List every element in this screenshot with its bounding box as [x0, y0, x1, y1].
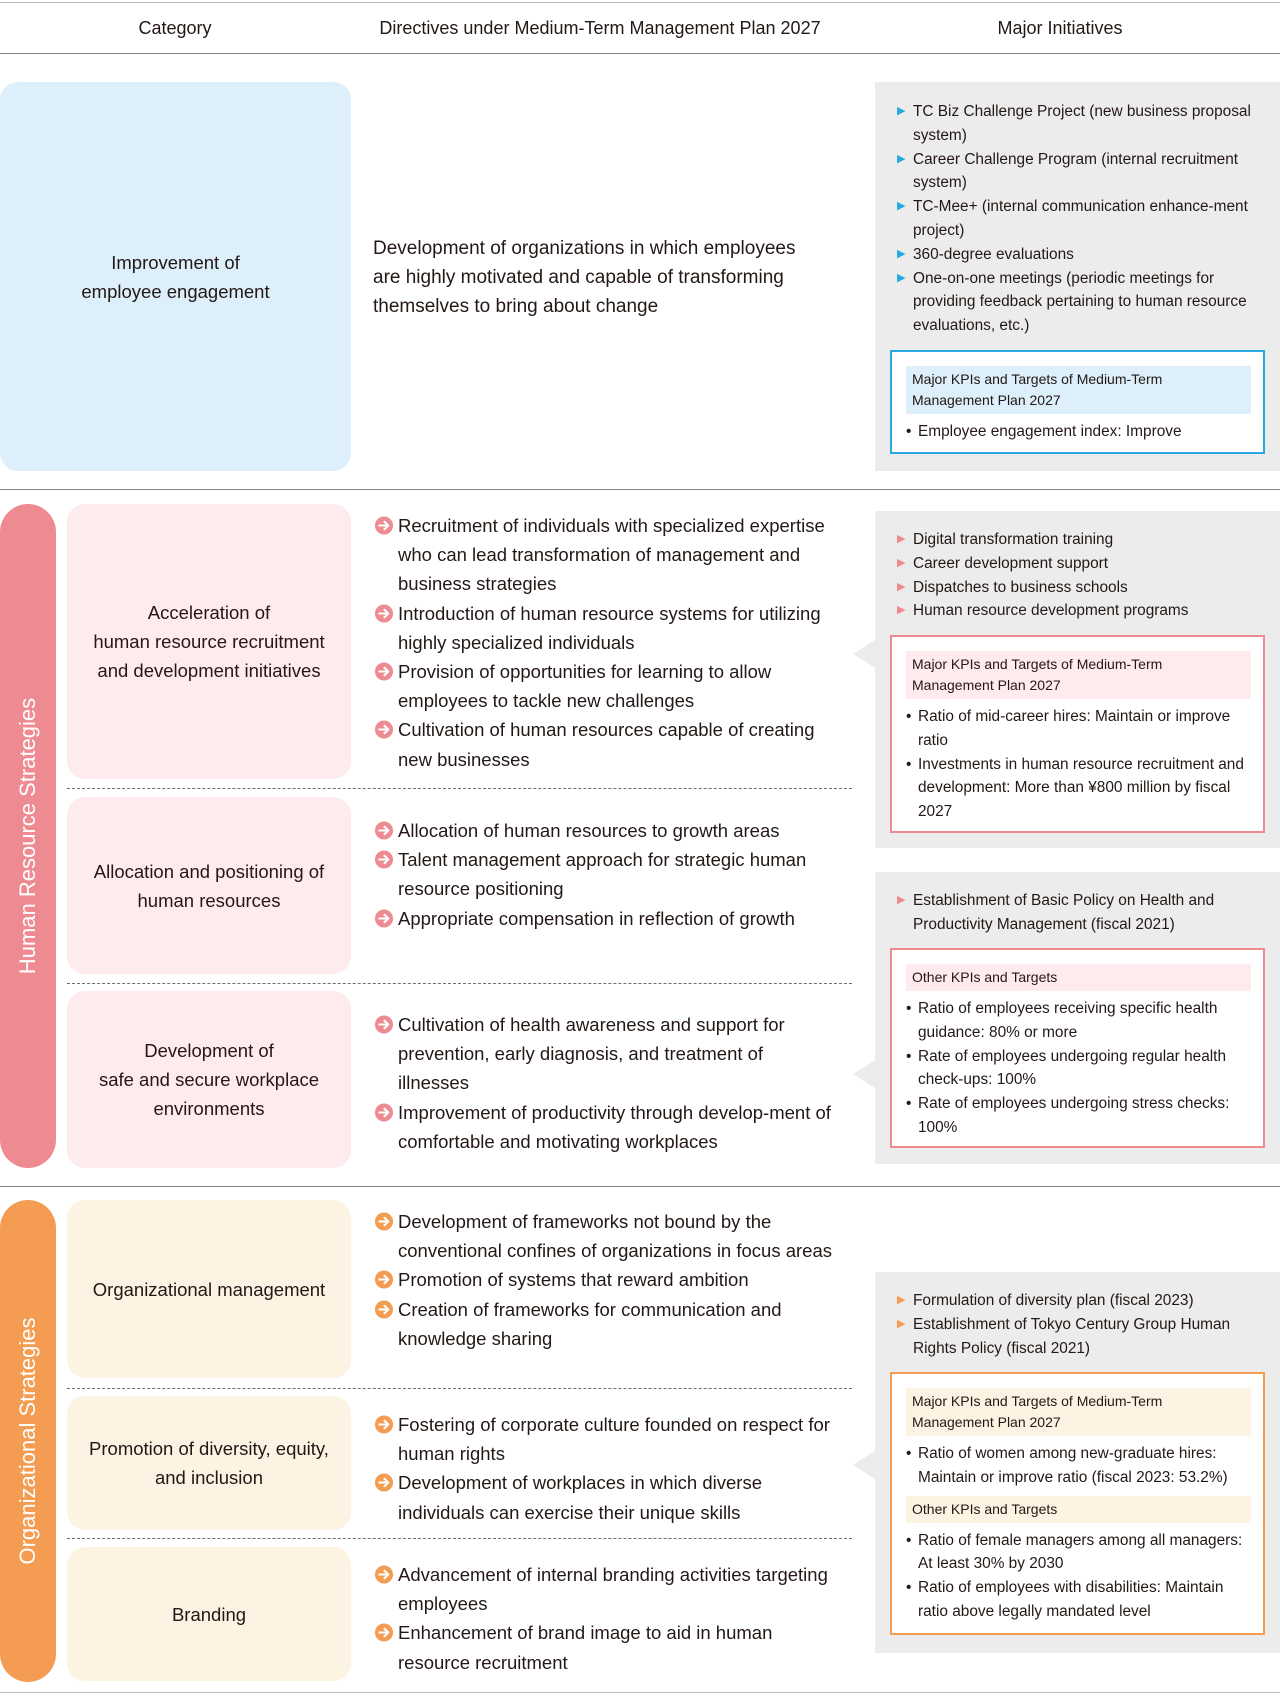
category-branding: Branding	[67, 1547, 351, 1681]
arrow-circle-icon	[373, 1623, 395, 1642]
triangle-right-icon: ▶	[897, 556, 906, 569]
kpi-list	[906, 705, 1251, 824]
directives-safe-workplace	[373, 1010, 833, 1156]
row-divider	[67, 1538, 852, 1539]
header-directives: Directives under Medium-Term Management Plan 2027	[379, 18, 821, 38]
kpi-list	[906, 1529, 1251, 1624]
initiatives-panel-org	[875, 1272, 1280, 1653]
triangle-right-icon: ▶	[897, 894, 906, 906]
bottom-rule	[0, 1692, 1280, 1693]
hr-strategies-label: Human Resource Strategies	[15, 697, 40, 975]
directive-item: Talent management approach for strategic human resource positioning	[373, 845, 833, 903]
arrow-circle-icon	[373, 1565, 395, 1584]
top-rule	[0, 2, 1280, 3]
arrow-circle-icon	[373, 1103, 395, 1122]
initiative-item: ▶ TC Biz Challenge Project (new business proposal system)	[897, 100, 1262, 148]
directives-recruitment-development	[373, 511, 833, 774]
kpi-item: • Rate of employees undergoing regular health check-ups: 100%	[906, 1047, 1227, 1089]
kpi-item: • Ratio of women among new-graduate hires: Maintain or improve ratio (fiscal 2023: 53.2%)	[906, 1445, 1228, 1486]
arrow-circle-icon	[373, 1015, 395, 1034]
triangle-right-icon: ▶	[897, 247, 906, 260]
arrow-circle-icon	[373, 1212, 395, 1231]
arrow-circle-icon	[373, 1415, 395, 1434]
kpi-box-engagement	[890, 350, 1265, 454]
triangle-right-icon: ▶	[897, 533, 906, 545]
header-rule	[0, 53, 1280, 54]
initiatives-panel-engagement	[875, 82, 1280, 471]
triangle-right-icon: ▶	[897, 105, 906, 117]
initiatives-list-engagement	[897, 100, 1262, 338]
initiative-item: ▶ Establishment of Basic Policy on Health and Productivity Management (fiscal 2021)	[897, 889, 1262, 937]
kpi-item: • Ratio of employees with disabilities: Maintain ratio above legally mandated level	[906, 1579, 1224, 1620]
directive-item: Appropriate compensation in reflection of growth	[373, 904, 833, 933]
initiatives-list-org	[897, 1289, 1262, 1360]
category-organizational-management: Organizational management	[67, 1200, 351, 1378]
directive-item: Provision of opportunities for learning to allow employees to tackle new challenges	[373, 657, 833, 715]
directive-item: Enhancement of brand image to aid in human resource recruitment	[373, 1618, 833, 1676]
arrow-circle-icon	[373, 1270, 395, 1289]
directive-item: Development of workplaces in which diverse individuals can exercise their unique skills	[373, 1468, 833, 1526]
directive-engagement: Development of organizations in which employees are highly motivated and capable of transforming themselves to bring about change	[373, 238, 796, 317]
initiative-item: ▶ 360-degree evaluations	[897, 243, 1262, 267]
category-allocation-positioning: Allocation and positioning of human resources	[67, 797, 351, 974]
triangle-right-icon: ▶	[897, 580, 906, 593]
row-divider	[67, 788, 852, 789]
kpi-item: • Employee engagement index: Improve	[906, 423, 1182, 440]
arrow-circle-icon	[373, 662, 395, 681]
arrow-circle-icon	[373, 850, 395, 869]
kpi-item: • Ratio of employees receiving specific health guidance: 80% or more	[906, 1000, 1218, 1041]
kpi-item: • Investments in human resource recruitment and development: More than ¥800 million by fiscal 2027	[906, 755, 1244, 821]
initiative-item: ▶ Human resource development programs	[897, 599, 1262, 623]
section-rule	[0, 489, 1280, 490]
triangle-right-icon: ▶	[897, 152, 906, 165]
kpi-list	[906, 1442, 1251, 1490]
org-strategies-label: Organizational Strategies	[15, 1317, 40, 1565]
initiative-item: ▶ Dispatches to business schools	[897, 576, 1262, 600]
triangle-right-icon: ▶	[897, 604, 906, 617]
directive-item: Advancement of internal branding activities targeting employees	[373, 1560, 833, 1618]
directive-item: Allocation of human resources to growth areas	[373, 816, 833, 845]
triangle-right-icon: ▶	[897, 200, 906, 213]
triangle-right-icon: ▶	[897, 1294, 906, 1306]
initiative-item: ▶ Establishment of Tokyo Century Group Human Rights Policy (fiscal 2021)	[897, 1313, 1262, 1361]
initiative-item: ▶ Career Challenge Program (internal recruitment system)	[897, 148, 1262, 196]
kpi-box-hr-1	[890, 635, 1265, 833]
header-category: Category	[138, 18, 212, 38]
triangle-right-icon: ▶	[897, 1317, 906, 1330]
initiative-item: ▶ Digital transformation training	[897, 528, 1262, 552]
initiatives-panel-hr-2	[875, 872, 1280, 1164]
pointer-triangle	[853, 640, 875, 668]
kpi-header: Major KPIs and Targets of Medium-Term Management Plan 2027	[906, 366, 1251, 414]
directives-diversity-equity-inclusion	[373, 1410, 833, 1527]
directive-item: Cultivation of human resources capable of creating new businesses	[373, 715, 833, 773]
triangle-right-icon: ▶	[897, 271, 906, 284]
directive-item: Improvement of productivity through develop-ment of comfortable and motivating workplaces	[373, 1098, 833, 1156]
kpi-item: • Rate of employees undergoing stress checks: 100%	[906, 1095, 1230, 1136]
arrow-circle-icon	[373, 909, 395, 928]
kpi-header: Major KPIs and Targets of Medium-Term Management Plan 2027	[906, 1388, 1251, 1436]
category-safe-workplace: Development of safe and secure workplace environments	[67, 991, 351, 1168]
kpi-box-org	[890, 1372, 1265, 1635]
kpi-box-hr-2	[890, 948, 1265, 1148]
initiative-item: ▶ TC-Mee+ (internal communication enhance-ment project)	[897, 195, 1262, 243]
row-divider	[67, 983, 852, 984]
initiatives-list-hr-1	[897, 528, 1262, 623]
kpi-header: Major KPIs and Targets of Medium-Term Management Plan 2027	[906, 651, 1251, 699]
kpi-header: Other KPIs and Targets	[906, 964, 1251, 991]
kpi-list	[906, 420, 1251, 444]
initiative-item: ▶ One-on-one meetings (periodic meetings for providing feedback pertaining to human resource evaluations, etc.)	[897, 267, 1262, 338]
arrow-circle-icon	[373, 821, 395, 840]
pointer-triangle	[853, 1060, 875, 1088]
arrow-circle-icon	[373, 1473, 395, 1492]
kpi-list	[906, 997, 1251, 1140]
section-rule	[0, 1186, 1280, 1187]
initiative-item: ▶ Formulation of diversity plan (fiscal 2023)	[897, 1289, 1262, 1313]
directive-item: Promotion of systems that reward ambition	[373, 1265, 833, 1294]
directives-allocation-positioning	[373, 816, 833, 933]
directives-branding	[373, 1560, 833, 1677]
category-recruitment-development: Acceleration of human resource recruitment and development initiatives	[67, 504, 351, 779]
kpi-item: • Ratio of mid-career hires: Maintain or improve ratio	[906, 708, 1231, 749]
directive-item: Introduction of human resource systems for utilizing highly specialized individuals	[373, 599, 833, 657]
arrow-circle-icon	[373, 516, 395, 535]
kpi-header-other: Other KPIs and Targets	[906, 1496, 1251, 1523]
directive-item: Recruitment of individuals with specialized expertise who can lead transformation of management and business strategies	[373, 511, 833, 599]
category-diversity-equity-inclusion: Promotion of diversity, equity, and inclusion	[67, 1396, 351, 1530]
row-divider	[67, 1388, 852, 1389]
initiatives-list-hr-2	[897, 889, 1262, 937]
arrow-circle-icon	[373, 604, 395, 623]
directive-item: Fostering of corporate culture founded on respect for human rights	[373, 1410, 833, 1468]
arrow-circle-icon	[373, 720, 395, 739]
directive-item: Development of frameworks not bound by the conventional confines of organizations in focus areas	[373, 1207, 833, 1265]
initiatives-panel-hr-1	[875, 511, 1280, 848]
category-employee-engagement: Improvement of employee engagement	[0, 82, 351, 471]
directives-organizational-management	[373, 1207, 833, 1353]
pointer-triangle	[853, 1451, 875, 1479]
directive-item: Cultivation of health awareness and support for prevention, early diagnosis, and treatment of illnesses	[373, 1010, 833, 1098]
initiative-item: ▶ Career development support	[897, 552, 1262, 576]
kpi-item: • Ratio of female managers among all managers: At least 30% by 2030	[906, 1531, 1243, 1573]
directive-item: Creation of frameworks for communication and knowledge sharing	[373, 1295, 833, 1353]
header-initiatives: Major Initiatives	[997, 18, 1123, 38]
arrow-circle-icon	[373, 1300, 395, 1319]
